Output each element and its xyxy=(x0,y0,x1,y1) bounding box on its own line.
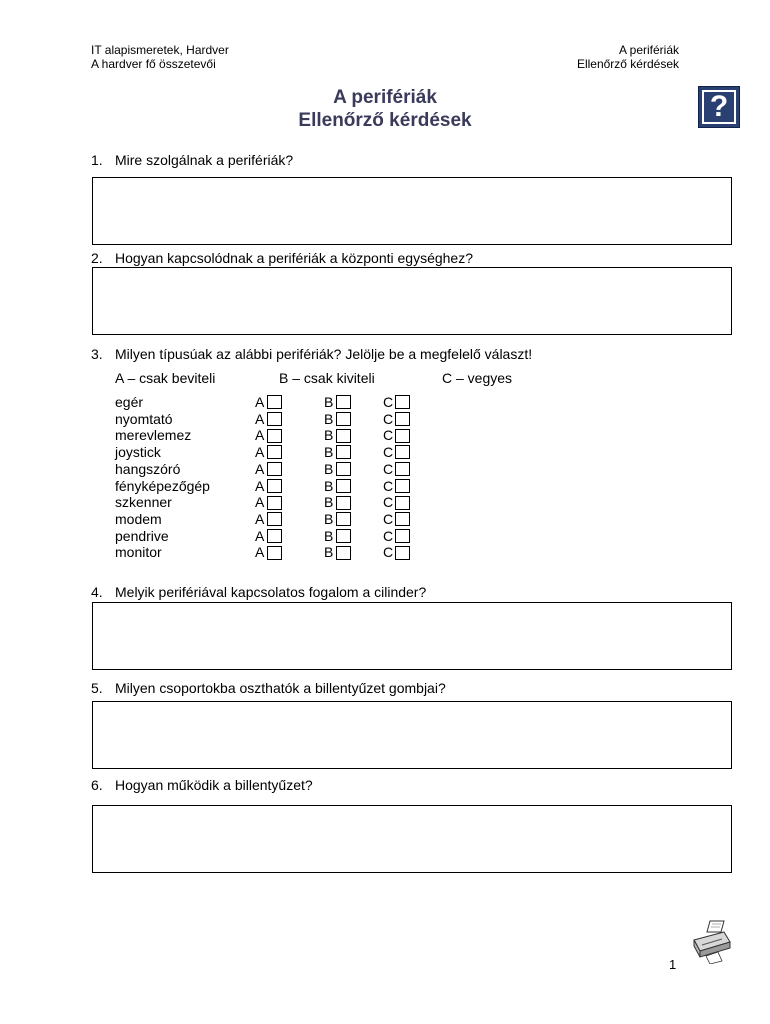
section-title: A perifériák xyxy=(618,43,679,57)
checkbox-a[interactable] xyxy=(267,395,282,409)
checkbox-b[interactable] xyxy=(336,546,351,560)
option-label-c: C xyxy=(383,527,394,544)
checkbox-c[interactable] xyxy=(395,412,410,426)
course-title: IT alapismeretek, Hardver xyxy=(91,43,229,57)
peripheral-name: joystick xyxy=(115,444,161,461)
option-a xyxy=(255,478,282,495)
page-title-line1: A perifériák xyxy=(333,87,437,108)
checkbox-c[interactable] xyxy=(395,496,410,510)
checkbox-c[interactable] xyxy=(395,546,410,560)
peripheral-name: modem xyxy=(115,510,162,527)
peripheral-name: szkenner xyxy=(115,494,172,511)
checkbox-a[interactable] xyxy=(267,529,282,543)
question-2 xyxy=(91,250,473,266)
answer-box-2[interactable] xyxy=(92,267,732,335)
option-a xyxy=(255,444,282,461)
option-label-c: C xyxy=(383,394,394,410)
option-label-a: A xyxy=(255,544,265,561)
option-c xyxy=(383,394,410,411)
answer-box-1[interactable] xyxy=(92,177,732,245)
option-b xyxy=(324,528,351,545)
option-label-a: A xyxy=(255,494,265,511)
option-label-b: B xyxy=(324,444,334,461)
peripheral-name: merevlemez xyxy=(115,427,192,444)
question-number: 3. xyxy=(91,346,103,362)
option-b xyxy=(324,394,351,411)
checkbox-c[interactable] xyxy=(395,529,410,543)
legend-a: A – csak beviteli xyxy=(115,370,216,386)
list-item xyxy=(115,444,435,461)
checkbox-c[interactable] xyxy=(395,479,410,493)
option-a xyxy=(255,528,282,545)
option-label-b: B xyxy=(324,427,334,444)
checkbox-a[interactable] xyxy=(267,546,282,560)
question-mark-glyph: ? xyxy=(702,90,736,124)
checkbox-a[interactable] xyxy=(267,479,282,493)
option-a xyxy=(255,461,282,478)
checkbox-b[interactable] xyxy=(336,496,351,510)
question-number: 6. xyxy=(91,777,103,793)
option-c xyxy=(383,411,410,428)
option-a xyxy=(255,411,282,428)
checkbox-b[interactable] xyxy=(336,412,351,426)
checkbox-c[interactable] xyxy=(395,429,410,443)
question-text: Melyik perifériával kapcsolatos fogalom a cilinder? xyxy=(115,584,427,600)
option-b xyxy=(324,478,351,495)
list-item xyxy=(115,427,435,444)
question-number: 5. xyxy=(91,680,103,696)
option-label-a: A xyxy=(255,410,265,427)
header-right xyxy=(577,43,679,71)
question-4 xyxy=(91,584,426,600)
option-label-c: C xyxy=(383,544,394,561)
page-number: 1 xyxy=(669,957,677,972)
option-c xyxy=(383,427,410,444)
list-item xyxy=(115,478,435,495)
page-title-line2: Ellenőrző kérdések xyxy=(298,110,472,131)
option-label-a: A xyxy=(255,510,265,527)
option-b xyxy=(324,544,351,561)
question-text: Milyen típusúak az alábbi perifériák? Jelölje be a megfelelő választ! xyxy=(115,346,533,362)
option-c xyxy=(383,478,410,495)
peripheral-name: egér xyxy=(115,394,144,410)
checkbox-c[interactable] xyxy=(395,462,410,476)
question-number: 2. xyxy=(91,250,103,266)
checkbox-b[interactable] xyxy=(336,445,351,459)
checkbox-a[interactable] xyxy=(267,412,282,426)
option-c xyxy=(383,461,410,478)
option-label-a: A xyxy=(255,477,265,494)
header-left xyxy=(91,43,229,71)
question-number: 1. xyxy=(91,152,103,168)
option-label-a: A xyxy=(255,427,265,444)
question-text: Hogyan működik a billentyűzet? xyxy=(115,777,313,793)
option-label-a: A xyxy=(255,444,265,461)
option-b xyxy=(324,511,351,528)
checkbox-c[interactable] xyxy=(395,512,410,526)
option-a xyxy=(255,511,282,528)
option-b xyxy=(324,427,351,444)
checkbox-b[interactable] xyxy=(336,462,351,476)
option-label-c: C xyxy=(383,410,394,427)
checkbox-a[interactable] xyxy=(267,429,282,443)
checkbox-b[interactable] xyxy=(336,429,351,443)
list-item xyxy=(115,528,435,545)
list-item xyxy=(115,411,435,428)
list-item xyxy=(115,394,435,411)
option-label-c: C xyxy=(383,444,394,461)
question-5 xyxy=(91,680,446,696)
option-b xyxy=(324,461,351,478)
option-label-c: C xyxy=(383,427,394,444)
checkbox-b[interactable] xyxy=(336,479,351,493)
option-b xyxy=(324,494,351,511)
option-label-a: A xyxy=(255,460,265,477)
question-mark-icon xyxy=(698,86,740,128)
option-label-c: C xyxy=(383,510,394,527)
option-c xyxy=(383,511,410,528)
peripheral-name: hangszóró xyxy=(115,460,181,477)
option-c xyxy=(383,494,410,511)
section-subtitle: Ellenőrző kérdések xyxy=(576,57,679,71)
peripheral-name: monitor xyxy=(115,544,162,561)
legend-b: B – csak kiviteli xyxy=(279,370,375,386)
option-a xyxy=(255,494,282,511)
option-label-b: B xyxy=(324,410,334,427)
answer-box-5[interactable] xyxy=(92,701,732,769)
list-item xyxy=(115,461,435,478)
list-item xyxy=(115,544,435,561)
option-label-b: B xyxy=(324,544,334,561)
legend-c: C – vegyes xyxy=(442,370,513,386)
checkbox-b[interactable] xyxy=(336,395,351,409)
checkbox-c[interactable] xyxy=(395,445,410,459)
option-label-a: A xyxy=(255,527,265,544)
option-label-b: B xyxy=(324,510,334,527)
option-label-c: C xyxy=(383,494,394,511)
question-number: 4. xyxy=(91,584,103,600)
checkbox-a[interactable] xyxy=(267,445,282,459)
checkbox-c[interactable] xyxy=(395,395,410,409)
printer-icon xyxy=(688,918,734,964)
checkbox-a[interactable] xyxy=(267,462,282,476)
option-label-b: B xyxy=(324,527,334,544)
page-title xyxy=(0,86,770,132)
question-3 xyxy=(91,346,532,362)
option-c xyxy=(383,444,410,461)
option-c xyxy=(383,544,410,561)
question-text: Mire szolgálnak a perifériák? xyxy=(115,152,294,168)
option-b xyxy=(324,444,351,461)
option-a xyxy=(255,427,282,444)
checkbox-b[interactable] xyxy=(336,512,351,526)
option-label-b: B xyxy=(324,477,334,494)
option-label-c: C xyxy=(383,460,394,477)
checkbox-b[interactable] xyxy=(336,529,351,543)
peripheral-name: nyomtató xyxy=(115,410,173,427)
chapter-title: A hardver fő összetevői xyxy=(91,57,216,71)
option-label-b: B xyxy=(324,494,334,511)
option-a xyxy=(255,394,282,411)
answer-box-4[interactable] xyxy=(92,602,732,670)
option-a xyxy=(255,544,282,561)
peripheral-name: fényképezőgép xyxy=(115,477,210,494)
question-1 xyxy=(91,152,293,168)
option-b xyxy=(324,411,351,428)
checkbox-a[interactable] xyxy=(267,512,282,526)
peripheral-name: pendrive xyxy=(115,527,169,544)
question-text: Milyen csoportokba oszthatók a billentyűzet gombjai? xyxy=(115,680,446,696)
option-label-a: A xyxy=(255,394,265,410)
question-6 xyxy=(91,777,313,793)
list-item xyxy=(115,511,435,528)
checkbox-a[interactable] xyxy=(267,496,282,510)
answer-box-6[interactable] xyxy=(92,805,732,873)
question-text: Hogyan kapcsolódnak a perifériák a központi egységhez? xyxy=(115,250,474,266)
option-c xyxy=(383,528,410,545)
list-item xyxy=(115,494,435,511)
option-label-b: B xyxy=(324,460,334,477)
option-label-c: C xyxy=(383,477,394,494)
option-label-b: B xyxy=(324,394,334,410)
